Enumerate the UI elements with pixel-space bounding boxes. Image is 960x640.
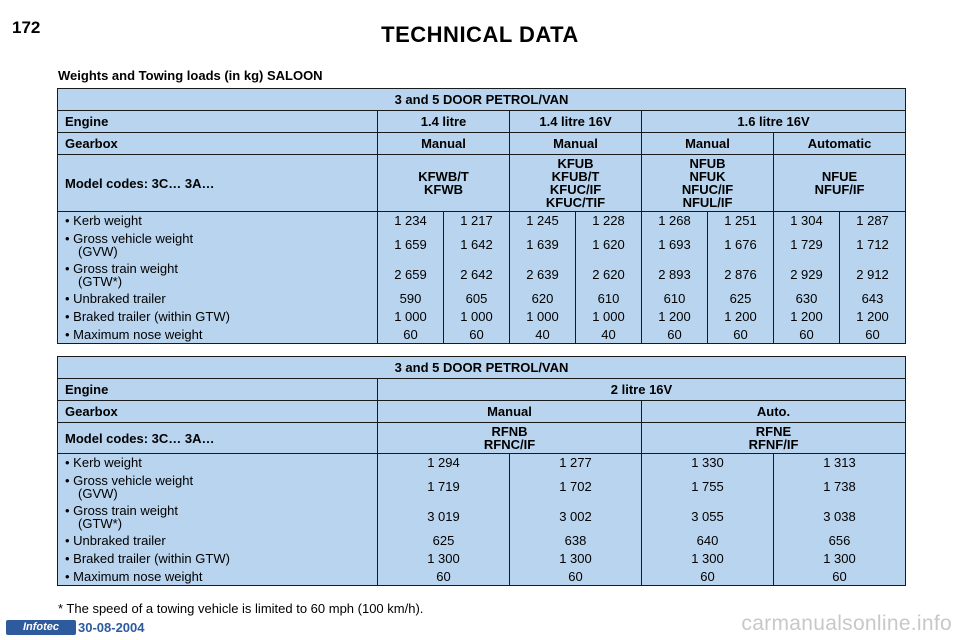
- model-codes-cell: [642, 155, 774, 212]
- value-cell: 1 200: [840, 308, 906, 326]
- model-code: RFNB: [491, 424, 528, 439]
- value-cell: 630: [774, 290, 840, 308]
- value-cell: 60: [642, 326, 708, 344]
- value-cell: 3 002: [510, 502, 642, 532]
- value-cell: 1 000: [378, 308, 444, 326]
- gearbox-cell: Manual: [378, 133, 510, 155]
- value-cell: 60: [642, 568, 774, 586]
- row-label: [58, 260, 378, 290]
- value-cell: 60: [840, 326, 906, 344]
- row-label: [58, 502, 378, 532]
- page-number: 172: [12, 18, 41, 37]
- page-title: TECHNICAL DATA: [381, 22, 579, 47]
- value-cell: 1 719: [378, 472, 510, 502]
- value-cell: 60: [510, 568, 642, 586]
- value-cell: 2 659: [378, 260, 444, 290]
- value-cell: 60: [774, 568, 906, 586]
- table-row: [58, 472, 906, 502]
- gearbox-cell: Auto.: [642, 401, 906, 423]
- model-codes-cell: [378, 155, 510, 212]
- row-label: • Kerb weight: [58, 212, 378, 230]
- value-cell: 1 304: [774, 212, 840, 230]
- table-row: [58, 454, 906, 472]
- value-cell: 1 313: [774, 454, 906, 472]
- value-cell: 1 738: [774, 472, 906, 502]
- value-cell: 1 217: [444, 212, 510, 230]
- gearbox-label: Gearbox: [58, 401, 378, 423]
- value-cell: 643: [840, 290, 906, 308]
- value-cell: 1 300: [510, 550, 642, 568]
- value-cell: 1 228: [576, 212, 642, 230]
- value-cell: 60: [378, 568, 510, 586]
- value-cell: 1 277: [510, 454, 642, 472]
- gearbox-cell: Manual: [378, 401, 642, 423]
- value-cell: 625: [378, 532, 510, 550]
- row-label-line: (GTW*): [78, 273, 123, 289]
- table-row: [58, 532, 906, 550]
- model-codes-label: Model codes: 3C… 3A…: [58, 155, 378, 212]
- value-cell: 2 876: [708, 260, 774, 290]
- model-codes-cell: [378, 423, 642, 454]
- model-code: KFUB: [557, 156, 594, 171]
- gearbox-cell: Automatic: [774, 133, 906, 155]
- value-cell: 1 294: [378, 454, 510, 472]
- row-label: • Unbraked trailer: [58, 290, 378, 308]
- value-cell: 1 000: [444, 308, 510, 326]
- row-label: • Braked trailer (within GTW): [58, 550, 378, 568]
- row-label-line: • Gross train weight: [65, 260, 178, 276]
- table-row: [58, 212, 906, 230]
- value-cell: 2 929: [774, 260, 840, 290]
- row-label-line: (GVW): [78, 243, 118, 259]
- value-cell: 2 642: [444, 260, 510, 290]
- value-cell: 1 300: [642, 550, 774, 568]
- engine-cell: 1.6 litre 16V: [642, 111, 906, 133]
- model-code: KFWB: [424, 182, 463, 197]
- value-cell: 60: [444, 326, 510, 344]
- value-cell: 1 330: [642, 454, 774, 472]
- row-label-line: (GTW*): [78, 515, 123, 531]
- model-codes-label: Model codes: 3C… 3A…: [58, 423, 378, 454]
- model-code: NFUK: [689, 169, 726, 184]
- model-code: KFUC/TIF: [545, 195, 606, 210]
- value-cell: 1 268: [642, 212, 708, 230]
- model-code: KFUB/T: [551, 169, 600, 184]
- section-title: Weights and Towing loads (in kg) SALOON: [58, 68, 323, 83]
- table-banner: 3 and 5 DOOR PETROL/VAN: [58, 89, 906, 111]
- model-codes-cell: [774, 155, 906, 212]
- value-cell: 1 245: [510, 212, 576, 230]
- engine-cell: 1.4 litre: [378, 111, 510, 133]
- value-cell: 1 300: [378, 550, 510, 568]
- model-code: RFNC/IF: [483, 437, 536, 452]
- table-row: [58, 290, 906, 308]
- value-cell: 1 287: [840, 212, 906, 230]
- table-row: [58, 502, 906, 532]
- row-label-line: • Gross vehicle weight: [65, 472, 194, 488]
- engine-cell: 2 litre 16V: [378, 379, 906, 401]
- model-code: NFUC/IF: [681, 182, 734, 197]
- row-label: • Maximum nose weight: [58, 568, 378, 586]
- value-cell: 1 755: [642, 472, 774, 502]
- value-cell: 40: [576, 326, 642, 344]
- value-cell: 1 702: [510, 472, 642, 502]
- value-cell: 590: [378, 290, 444, 308]
- row-label: [58, 230, 378, 260]
- row-label: [58, 472, 378, 502]
- gearbox-cell: Manual: [510, 133, 642, 155]
- value-cell: 3 019: [378, 502, 510, 532]
- value-cell: 2 620: [576, 260, 642, 290]
- row-label: • Kerb weight: [58, 454, 378, 472]
- engine-label: Engine: [58, 111, 378, 133]
- value-cell: 3 055: [642, 502, 774, 532]
- engine-cell: 1.4 litre 16V: [510, 111, 642, 133]
- publication-date: 30-08-2004: [78, 620, 145, 635]
- row-label: • Unbraked trailer: [58, 532, 378, 550]
- table-row: [58, 308, 906, 326]
- value-cell: 620: [510, 290, 576, 308]
- value-cell: 3 038: [774, 502, 906, 532]
- model-code: NFUB: [689, 156, 726, 171]
- table-row: [58, 550, 906, 568]
- value-cell: 610: [642, 290, 708, 308]
- value-cell: 1 639: [510, 230, 576, 260]
- value-cell: 1 200: [774, 308, 840, 326]
- table-row: [58, 568, 906, 586]
- weights-table-petrol-2: [57, 356, 906, 586]
- table-row: [58, 260, 906, 290]
- value-cell: 1 200: [642, 308, 708, 326]
- gearbox-cell: Manual: [642, 133, 774, 155]
- model-codes-cell: [642, 423, 906, 454]
- value-cell: 2 893: [642, 260, 708, 290]
- watermark: carmanualsonline.info: [741, 612, 952, 635]
- row-label-line: • Gross vehicle weight: [65, 230, 194, 246]
- value-cell: 60: [708, 326, 774, 344]
- model-code: NFUF/IF: [814, 182, 865, 197]
- value-cell: 1 200: [708, 308, 774, 326]
- value-cell: 1 620: [576, 230, 642, 260]
- model-code: RFNE: [755, 424, 792, 439]
- value-cell: 1 000: [510, 308, 576, 326]
- row-label-line: • Gross train weight: [65, 502, 178, 518]
- value-cell: 1 676: [708, 230, 774, 260]
- value-cell: 1 659: [378, 230, 444, 260]
- model-code: RFNF/IF: [748, 437, 799, 452]
- value-cell: 1 693: [642, 230, 708, 260]
- value-cell: 1 000: [576, 308, 642, 326]
- value-cell: 2 912: [840, 260, 906, 290]
- weights-table-petrol-1: [57, 88, 906, 344]
- engine-label: Engine: [58, 379, 378, 401]
- model-code: KFUC/IF: [549, 182, 602, 197]
- row-label-line: (GVW): [78, 485, 118, 501]
- value-cell: 638: [510, 532, 642, 550]
- value-cell: 605: [444, 290, 510, 308]
- table-row: [58, 230, 906, 260]
- model-codes-cell: [510, 155, 642, 212]
- value-cell: 40: [510, 326, 576, 344]
- row-label: • Braked trailer (within GTW): [58, 308, 378, 326]
- value-cell: 1 642: [444, 230, 510, 260]
- table-banner: 3 and 5 DOOR PETROL/VAN: [58, 357, 906, 379]
- value-cell: 1 729: [774, 230, 840, 260]
- table-row: [58, 326, 906, 344]
- footnote: * The speed of a towing vehicle is limited to 60 mph (100 km/h).: [58, 601, 424, 616]
- infotec-logo: Infotec: [6, 620, 76, 635]
- value-cell: 1 300: [774, 550, 906, 568]
- value-cell: 625: [708, 290, 774, 308]
- gearbox-label: Gearbox: [58, 133, 378, 155]
- value-cell: 1 234: [378, 212, 444, 230]
- value-cell: 2 639: [510, 260, 576, 290]
- value-cell: 656: [774, 532, 906, 550]
- model-code: NFUL/IF: [682, 195, 733, 210]
- model-code: NFUE: [821, 169, 858, 184]
- value-cell: 60: [774, 326, 840, 344]
- value-cell: 610: [576, 290, 642, 308]
- value-cell: 60: [378, 326, 444, 344]
- model-code: KFWB/T: [418, 169, 469, 184]
- value-cell: 1 251: [708, 212, 774, 230]
- value-cell: 1 712: [840, 230, 906, 260]
- row-label: • Maximum nose weight: [58, 326, 378, 344]
- value-cell: 640: [642, 532, 774, 550]
